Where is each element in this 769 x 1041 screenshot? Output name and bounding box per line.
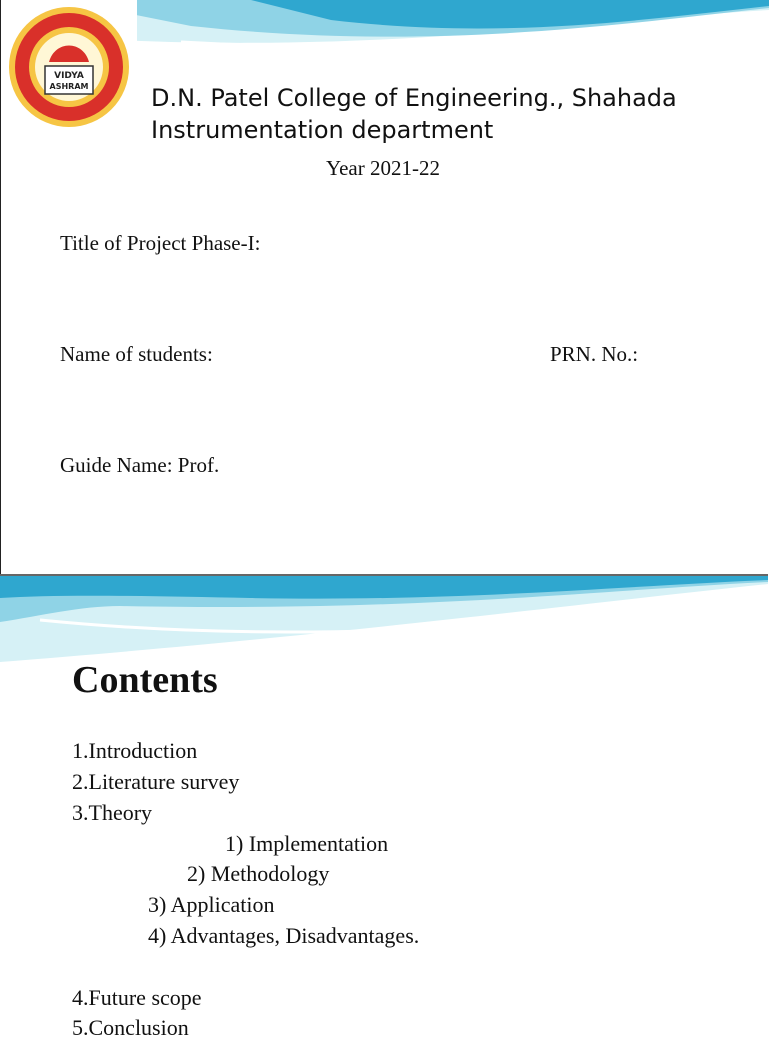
contents-subitem: 4) Advantages, Disadvantages. — [148, 923, 420, 948]
contents-item: 3.Theory — [72, 800, 153, 825]
contents-slide — [0, 574, 768, 1040]
header-wave-decoration — [0, 576, 768, 666]
contents-subitem: 2) Methodology — [187, 861, 330, 886]
department-name: Instrumentation department — [151, 116, 494, 144]
college-name: D.N. Patel College of Engineering., Shahada — [151, 84, 677, 112]
guide-label: Guide Name: Prof. — [60, 453, 220, 477]
contents-subitem: 3) Application — [148, 892, 275, 917]
contents-item: 2.Literature survey — [72, 769, 240, 794]
seal-icon — [1, 0, 137, 134]
contents-subitem: 1) Implementation — [225, 831, 389, 856]
contents-item: 4.Future scope — [72, 985, 202, 1010]
college-logo — [1, 0, 137, 134]
logo-text-line1: VIDYA — [54, 71, 84, 81]
prn-label: PRN. No.: — [550, 342, 639, 366]
students-label: Name of students: — [60, 342, 213, 366]
project-title-label: Title of Project Phase-I: — [60, 231, 261, 255]
contents-item: 5.Conclusion — [72, 1015, 189, 1040]
contents-item: 1.Introduction — [72, 738, 198, 763]
logo-text-line2: ASHRAM — [49, 82, 89, 91]
academic-year: Year 2021-22 — [326, 156, 440, 180]
contents-heading: Contents — [72, 659, 218, 701]
